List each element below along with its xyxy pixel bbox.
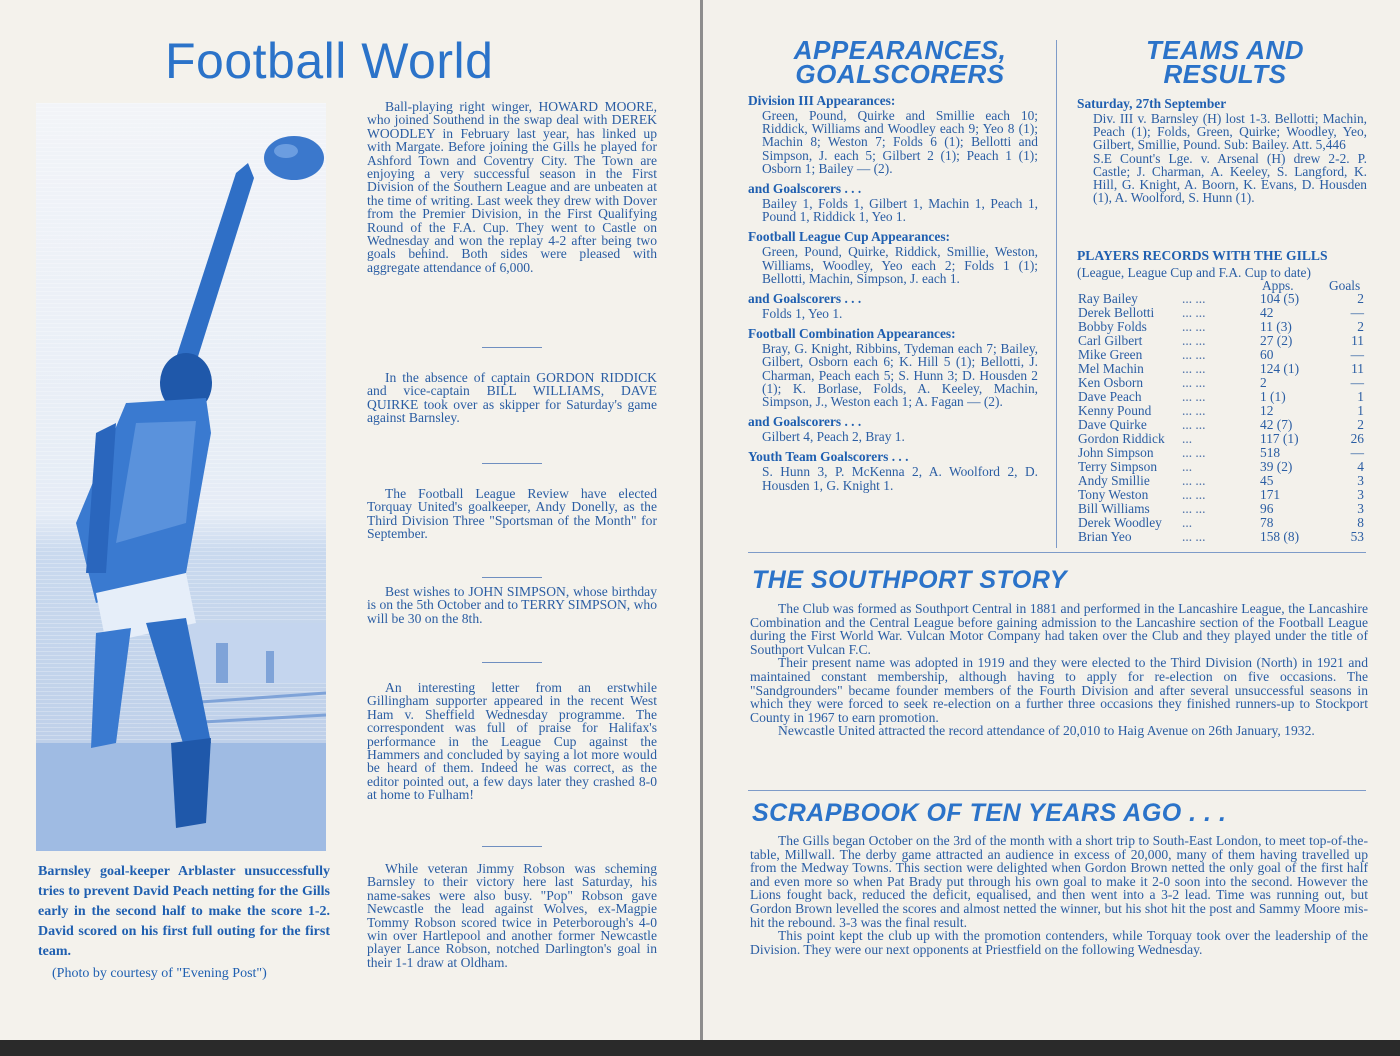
scrapbook-paragraph: This point kept the club up with the promotion contenders, while Torquay took over the leadership of the Division. They were our next opponents at Priestfield on the following Wednesday.	[750, 928, 1368, 957]
news-item-6	[367, 862, 657, 969]
photo-caption: Barnsley goal-keeper Arblaster unsuccessfully tries to prevent David Peach netting for the Gills early in the second half to make the score 1-2. David scored on his first full outing for the first team.	[38, 864, 330, 959]
section-text: Green, Pound, Quirke and Smillie each 10; Riddick, Williams and Woodley each 9; Yeo 8 (1); Machin 8; Weston 7; Folds 6 (1); Bellotti and Simpson, J. each 5; Gilbert 2 (1); Peach 1 (1); Osborn 1; Bailey — (2).	[762, 108, 1038, 176]
player-record-row	[1078, 362, 1364, 376]
section-text: Folds 1, Yeo 1.	[762, 306, 843, 322]
appearance-section	[748, 229, 1038, 285]
news-item-5	[367, 681, 657, 802]
match-date: Saturday, 27th September	[1077, 96, 1227, 111]
leader-dots: ... ...	[1182, 305, 1206, 320]
section-heading: and Goalscorers . . .	[748, 414, 862, 430]
news-text: While veteran Jimmy Robson was scheming Barnsley to their victory here last Saturday, his name-sakes were also busy. "Pop" Robson gave Newcastle the lead against Wolves, ex-Magpie Tommy Robson scored twice in Peterborough's 4-0 win over Hartlepool and another former Newcastle player Lance Robson, notched Darlington's goal in their 1-1 draw at Oldham.	[367, 861, 657, 970]
player-name: Ray Bailey	[1078, 291, 1138, 306]
player-records-table	[1078, 292, 1364, 544]
southport-story	[750, 602, 1368, 738]
photo-credit: (Photo by courtesy of "Evening Post")	[52, 966, 267, 981]
story-paragraph: Newcastle United attracted the record attendance of 20,010 to Haig Avenue on 26th January, 1932.	[778, 723, 1315, 739]
leader-dots: ...	[1182, 431, 1193, 446]
player-apps: 124 (1)	[1260, 361, 1300, 376]
player-name: Derek Woodley	[1078, 515, 1162, 530]
separator	[482, 662, 542, 663]
leader-dots: ... ...	[1182, 473, 1206, 488]
leader-dots: ... ...	[1182, 333, 1206, 348]
leader-dots: ... ...	[1182, 319, 1206, 334]
player-record-row	[1078, 348, 1364, 362]
leader-dots: ...	[1182, 459, 1193, 474]
separator	[482, 577, 542, 578]
leader-dots: ... ...	[1182, 361, 1206, 376]
player-apps: 1 (1)	[1260, 389, 1286, 404]
news-text: In the absence of captain GORDON RIDDICK and vice-captain BILL WILLIAMS, DAVE QUIRKE took over as skipper for Saturday's game against Barnsley.	[367, 370, 657, 426]
player-apps: 27 (2)	[1260, 333, 1293, 348]
player-record-row	[1078, 292, 1364, 306]
player-apps: 11 (3)	[1260, 319, 1292, 334]
player-record-row	[1078, 376, 1364, 390]
player-goals: —	[1350, 305, 1364, 320]
story-paragraph: The Club was formed as Southport Central in 1881 and performed in the Lancashire League, the Lancashire Combination and the Central League before gaining admission to the Lancashire section of the Football League during the First World War. Vulcan Motor Company had taken over the Club and they played under the title of Southport Vulcan F.C.	[750, 601, 1368, 657]
appearance-section	[748, 449, 1038, 491]
leader-dots: ... ...	[1182, 347, 1206, 362]
player-record-row	[1078, 460, 1364, 474]
news-item-4	[367, 585, 657, 625]
scrapbook-paragraph: The Gills began October on the 3rd of the month with a short trip to South-East London, to meet top-of-the-table, Millwall. The derby game attracted an audience in excess of 20,000, many of them having travelled up from the Medway Towns. This section were delighted when Gordon Brown netted the only goal of the first half and even more so when Pat Brady put through his own goal to make it 2-0 soon into the second. However the Lions fought back, reduced the deficit, equalised, and then went into a 3-2 lead. Time was running out, but Gordon Brown levelled the scores and almost netted the winner, but his shot hit the post and Sammy Moore mis-hit the rebound. 3-3 was the final result.	[750, 833, 1368, 930]
player-name: Andy Smillie	[1078, 473, 1150, 488]
appearances-heading	[755, 35, 1045, 89]
records-subtitle: (League, League Cup and F.A. Cup to date)	[1077, 265, 1311, 280]
section-heading: and Goalscorers . . .	[748, 181, 862, 197]
section-text: Bailey 1, Folds 1, Gilbert 1, Machin 1, Peach 1, Pound 1, Riddick 1, Yeo 1.	[762, 196, 1038, 225]
leader-dots: ... ...	[1182, 403, 1206, 418]
result-division-three: Div. III v. Barnsley (H) lost 1-3. Bellotti; Machin, Peach (1); Folds, Green, Quirke; Woodley, Yeo, Gilbert, Smillie, Pound. Sub: Bailey. Att. 5,446	[1093, 111, 1367, 153]
leader-dots: ... ...	[1182, 529, 1206, 544]
appearances-title-line1: APPEARANCES,	[793, 35, 1007, 65]
player-goals: —	[1350, 445, 1364, 460]
player-goals: 8	[1357, 515, 1364, 530]
player-record-row	[1078, 334, 1364, 348]
appearance-section	[748, 93, 1038, 175]
goalkeeper-illustration	[36, 103, 326, 851]
player-name: Mike Green	[1078, 347, 1143, 362]
player-apps: 12	[1260, 403, 1274, 418]
appearance-section	[748, 291, 1038, 320]
player-name: Carl Gilbert	[1078, 333, 1143, 348]
player-name: Gordon Riddick	[1078, 431, 1165, 446]
apps-column-header: Apps.	[1262, 278, 1294, 293]
leader-dots: ... ...	[1182, 445, 1206, 460]
player-name: Dave Peach	[1078, 389, 1142, 404]
player-name: Tony Weston	[1078, 487, 1149, 502]
section-text: Bray, G. Knight, Ribbins, Tydeman each 7; Bailey, Gilbert, Osborn each 6; K. Hill 5 (1); Bellotti, J. Charman, Peach each 5; S. Hunn 3; D. Housden 2 (1); K. Borlase, Folds, A. Keeley, Machin, Simpson, J., Weston each 1; A. Fagan — (2).	[762, 341, 1038, 410]
section-text: Gilbert 4, Peach 2, Bray 1.	[762, 429, 905, 445]
player-record-row	[1078, 502, 1364, 516]
player-apps: 78	[1260, 515, 1274, 530]
player-record-row	[1078, 390, 1364, 404]
player-apps: 42 (7)	[1260, 417, 1293, 432]
player-apps: 117 (1)	[1260, 431, 1299, 446]
player-record-row	[1078, 488, 1364, 502]
bottom-edge	[0, 1040, 1400, 1056]
player-apps: 96	[1260, 501, 1274, 516]
news-text: The Football League Review have elected Torquay United's goalkeeper, Andy Donelly, as the Third Division Three "Sportsman of the Month" for September.	[367, 486, 657, 542]
story-paragraph: Their present name was adopted in 1919 and they were elected to the Third Division (North) in 1921 and maintained constant membership, although having to apply for re-election on five occasions. The "Sandgrounders" became founder members of the Fourth Division and after several unsuccessful seasons in which they were forced to seek re-election on a further three occasions they finished runners-up to Stockport County in 1967 to earn promotion.	[750, 655, 1368, 725]
results	[1077, 96, 1367, 204]
column-divider	[1056, 40, 1057, 548]
player-name: Kenny Pound	[1078, 403, 1152, 418]
section-heading: Football League Cup Appearances:	[748, 229, 950, 245]
player-apps: 2	[1260, 375, 1267, 390]
player-goals: 11	[1351, 333, 1364, 348]
leader-dots: ... ...	[1182, 487, 1206, 502]
player-apps: 518	[1260, 445, 1281, 460]
section-heading: Youth Team Goalscorers . . .	[748, 449, 909, 465]
news-text: Ball-playing right winger, HOWARD MOORE, who joined Southend in the swap deal with DEREK WOODLEY in February last year, has linked up with Margate. Before joining the Gills he played for Ashford Town and Coventry City. The Town are enjoying a very successful season in the First Division of the Southern League and are unbeaten at the time of writing. Last week they drew with Dover from the Premier Division, in the First Qualifying Round of the F.A. Cup. They went to Castle on Wednesday and won the replay 4-2 after being two goals behind. Both sides were pleased with aggregate attendance of 6,000.	[367, 99, 657, 275]
player-apps: 158 (8)	[1260, 529, 1300, 544]
goals-column-header: Goals	[1329, 278, 1361, 293]
section-heading: Division III Appearances:	[748, 93, 896, 108]
player-record-row	[1078, 418, 1364, 432]
player-name: Brian Yeo	[1078, 529, 1132, 544]
player-apps: 104 (5)	[1260, 291, 1300, 306]
player-goals: 2	[1357, 291, 1364, 306]
player-name: Derek Bellotti	[1078, 305, 1155, 320]
records-header	[1077, 248, 1369, 279]
section-heading: and Goalscorers . . .	[748, 291, 862, 307]
player-name: Ken Osborn	[1078, 375, 1144, 390]
news-item-3	[367, 487, 657, 541]
divider-line	[748, 552, 1366, 553]
player-apps: 45	[1260, 473, 1274, 488]
player-goals: 2	[1357, 417, 1364, 432]
player-record-row	[1078, 404, 1364, 418]
appearances-list	[748, 93, 1038, 492]
section-heading: Football Combination Appearances:	[748, 326, 956, 342]
divider-line	[748, 790, 1366, 791]
player-goals: 1	[1357, 403, 1364, 418]
player-apps: 42	[1260, 305, 1274, 320]
scrapbook-title: SCRAPBOOK OF TEN YEARS AGO . . .	[752, 799, 1227, 827]
player-goals: 26	[1350, 431, 1364, 446]
player-record-row	[1078, 474, 1364, 488]
leader-dots: ... ...	[1182, 389, 1206, 404]
leader-dots: ...	[1182, 515, 1193, 530]
page-gutter	[700, 0, 703, 1040]
section-text: Green, Pound, Quirke, Riddick, Smillie, Weston, Williams, Woodley, Yeo each 2; Folds 1 (1); Bellotti, Machin, Simpson, J. each 1.	[762, 244, 1038, 286]
page-title: Football World	[165, 33, 494, 89]
separator	[482, 846, 542, 847]
player-apps: 171	[1260, 487, 1281, 502]
player-goals: 3	[1357, 487, 1364, 502]
player-record-row	[1078, 432, 1364, 446]
player-goals: 11	[1351, 361, 1364, 376]
player-goals: 4	[1357, 459, 1364, 474]
goalkeeper-photo	[36, 103, 326, 851]
player-goals: —	[1350, 347, 1364, 362]
player-apps: 60	[1260, 347, 1274, 362]
leader-dots: ... ...	[1182, 375, 1206, 390]
appearance-section	[748, 414, 1038, 443]
player-name: Bill Williams	[1078, 501, 1150, 516]
teams-title-line1: TEAMS AND	[1145, 35, 1305, 65]
teams-heading	[1080, 35, 1370, 89]
separator	[482, 347, 542, 348]
news-item-1	[367, 100, 657, 274]
southport-title: THE SOUTHPORT STORY	[752, 566, 1068, 594]
appearance-section	[748, 181, 1038, 223]
player-record-row	[1078, 516, 1364, 530]
player-name: Bobby Folds	[1078, 319, 1147, 334]
player-name: Dave Quirke	[1078, 417, 1147, 432]
player-apps: 39 (2)	[1260, 459, 1293, 474]
player-record-row	[1078, 446, 1364, 460]
appearances-title-line2: GOALSCORERS	[795, 59, 1005, 89]
news-text: An interesting letter from an erstwhile Gillingham supporter appeared in the recent West Ham v. Sheffield Wednesday programme. The correspondent was full of praise for Halifax's performance in the League Cup against the Hammers and concluded by saying a lot more would be heard of them. Indeed he was correct, as the editor pointed out, a few days later they crashed 8-0 at home to Fulham!	[367, 680, 657, 803]
player-record-row	[1078, 306, 1364, 320]
leader-dots: ... ...	[1182, 291, 1206, 306]
appearance-section	[748, 326, 1038, 408]
leader-dots: ... ...	[1182, 417, 1206, 432]
leader-dots: ... ...	[1182, 501, 1206, 516]
records-title: PLAYERS RECORDS WITH THE GILLS	[1077, 248, 1328, 263]
player-goals: 3	[1357, 473, 1364, 488]
player-name: John Simpson	[1078, 445, 1154, 460]
player-goals: 2	[1357, 319, 1364, 334]
news-item-2	[367, 371, 657, 425]
scrapbook-story	[750, 834, 1368, 956]
player-goals: 53	[1350, 529, 1364, 544]
news-text: Best wishes to JOHN SIMPSON, whose birthday is on the 5th October and to TERRY SIMPSON, who will be 30 on the 8th.	[367, 584, 658, 626]
player-goals: 1	[1357, 389, 1364, 404]
result-se-counties: S.E Count's Lge. v. Arsenal (H) drew 2-2. P. Castle; J. Charman, A. Keeley, S. Langford, K. Hill, G. Knight, A. Boorn, K. Evans, D. Housden (1), A. Woolford, S. Hunn (1).	[1093, 150, 1367, 206]
teams-title-line2: RESULTS	[1163, 59, 1287, 89]
player-record-row	[1078, 320, 1364, 334]
section-text: S. Hunn 3, P. McKenna 2, A. Woolford 2, D. Housden 1, G. Knight 1.	[762, 464, 1038, 493]
separator	[482, 463, 542, 464]
player-goals: —	[1350, 375, 1364, 390]
player-name: Terry Simpson	[1078, 459, 1158, 474]
player-name: Mel Machin	[1078, 361, 1144, 376]
player-goals: 3	[1357, 501, 1364, 516]
player-record-row	[1078, 530, 1364, 544]
